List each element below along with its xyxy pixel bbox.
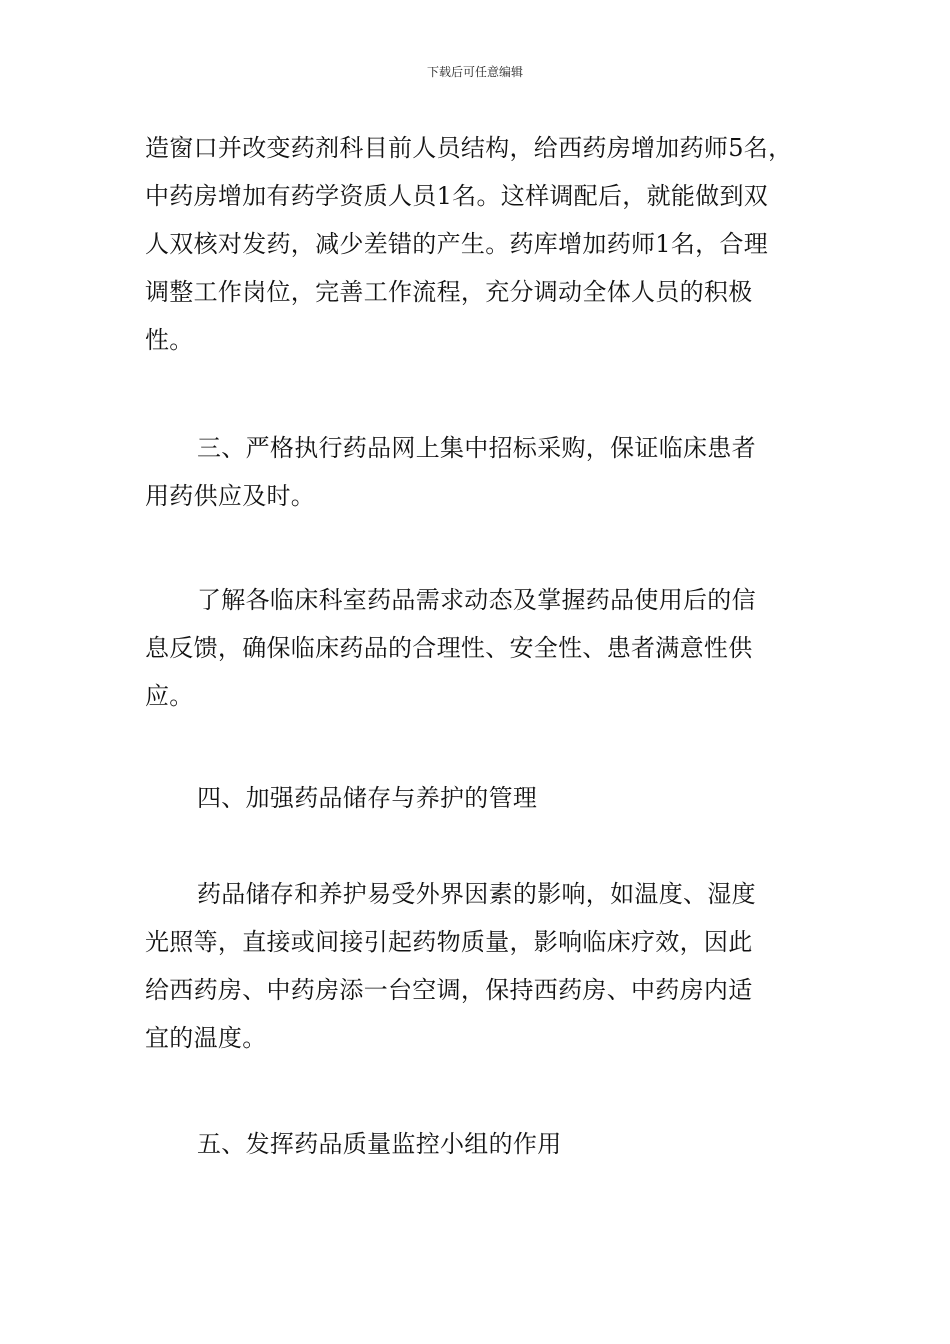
text-line: 性。 xyxy=(145,326,194,354)
section-heading-5 xyxy=(145,1120,825,1168)
page-header: 下载后可任意编辑 xyxy=(426,65,523,79)
text-line: 药品储存和养护易受外界因素的影响，如温度、湿度 xyxy=(197,880,756,908)
text-line: 宜的温度。 xyxy=(145,1024,267,1052)
text-line: 光照等，直接或间接引起药物质量，影响临床疗效，因此 xyxy=(145,928,753,956)
text-line: 三、严格执行药品网上集中招标采购，保证临床患者 xyxy=(197,434,756,462)
text-line: 用药供应及时。 xyxy=(145,482,316,510)
text-line: 五、发挥药品质量监控小组的作用 xyxy=(197,1130,562,1158)
section-heading-4 xyxy=(145,774,825,822)
text-line: 人双核对发药，减少差错的产生。药库增加药师1名，合理 xyxy=(145,230,769,258)
text-line: 应。 xyxy=(145,682,194,710)
paragraph-demand-feedback xyxy=(145,576,825,720)
text-line: 给西药房、中药房添一台空调，保持西药房、中药房内适 xyxy=(145,976,753,1004)
paragraph-storage xyxy=(145,870,825,1062)
text-line: 息反馈，确保临床药品的合理性、安全性、患者满意性供 xyxy=(145,634,753,662)
text-line: 了解各临床科室药品需求动态及掌握药品使用后的信 xyxy=(197,586,756,614)
text-line: 中药房增加有药学资质人员1名。这样调配后，就能做到双 xyxy=(145,182,769,210)
section-heading-3 xyxy=(145,424,825,520)
text-line: 调整工作岗位，完善工作流程，充分调动全体人员的积极 xyxy=(145,278,753,306)
text-line: 四、加强药品储存与养护的管理 xyxy=(197,784,538,812)
paragraph-staffing xyxy=(145,124,825,364)
text-line: 造窗口并改变药剂科目前人员结构，给西药房增加药师5名， xyxy=(145,134,793,162)
